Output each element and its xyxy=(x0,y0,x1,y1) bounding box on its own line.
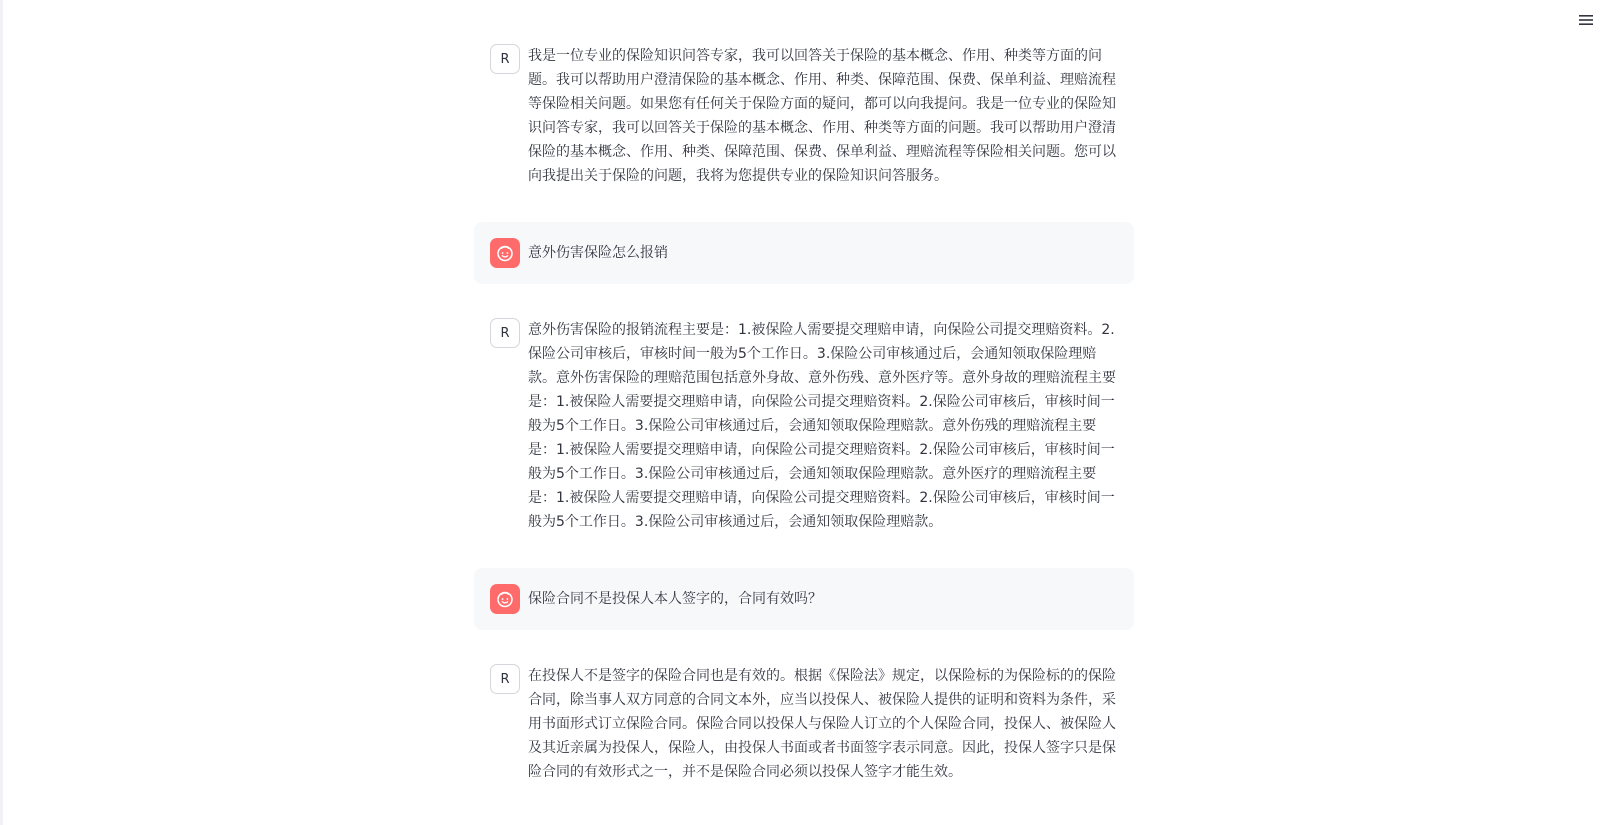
assistant-avatar: R xyxy=(490,318,520,348)
message-text: 保险合同不是投保人本人签字的，合同有效吗？ xyxy=(528,591,822,607)
smiling-face-icon xyxy=(495,243,515,263)
assistant-avatar: R xyxy=(490,664,520,694)
user-avatar xyxy=(490,584,520,614)
assistant-message xyxy=(474,660,1134,788)
user-avatar xyxy=(490,238,520,268)
assistant-message xyxy=(474,314,1134,538)
smiling-face-icon xyxy=(495,589,515,609)
message-text: 意外伤害保险怎么报销 xyxy=(528,245,668,261)
user-message xyxy=(474,222,1134,284)
message-text: 我是一位专业的保险知识问答专家，我可以回答关于保险的基本概念、作用、种类等方面的问题。我可以帮助用户澄清保险的基本概念、作用、种类、保障范围、保费、保单利益、理赔流程等保险相关问题。如果您有任何关于保险方面的疑问，都可以向我提问。我是一位专业的保险知识问答专家，我可以回答关于保险的基本概念、作用、种类等方面的问题。我可以帮助用户澄清保险的基本概念、作用、种类、保障范围、保费、保单利益、理赔流程等保险相关问题。您可以向我提出关于保险的问题，我将为您提供专业的保险知识问答服务。 xyxy=(528,48,1116,184)
assistant-message xyxy=(474,40,1134,192)
hamburger-menu-icon xyxy=(1576,10,1596,30)
chat-container xyxy=(474,40,1134,818)
left-edge-divider xyxy=(0,0,3,825)
message-text: 在投保人不是签字的保险合同也是有效的。根据《保险法》规定，以保险标的为保险标的的保险合同，除当事人双方同意的合同文本外，应当以投保人、被保险人提供的证明和资料为条件，采用书面形式订立保险合同。保险合同以投保人与保险人订立的个人保险合同，投保人、被保险人及其近亲属为投保人，保险人，由投保人书面或者书面签字表示同意。因此，投保人签字只是保险合同的有效形式之一，并不是保险合同必须以投保人签字才能生效。 xyxy=(528,668,1116,780)
user-message xyxy=(474,568,1134,630)
main-menu-button[interactable] xyxy=(1576,10,1596,30)
message-text: 意外伤害保险的报销流程主要是：1.被保险人需要提交理赔申请，向保险公司提交理赔资料。2.保险公司审核后，审核时间一般为5个工作日。3.保险公司审核通过后，会通知领取保险理赔款。意外伤害保险的理赔范围包括意外身故、意外伤残、意外医疗等。意外身故的理赔流程主要是：1.被保险人需要提交理赔申请，向保险公司提交理赔资料。2.保险公司审核后，审核时间一般为5个工作日。3.保险公司审核通过后，会通知领取保险理赔款。意外伤残的理赔流程主要是：1.被保险人需要提交理赔申请，向保险公司提交理赔资料。2.保险公司审核后，审核时间一般为5个工作日。3.保险公司审核通过后，会通知领取保险理赔款。意外医疗的理赔流程主要是：1.被保险人需要提交理赔申请，向保险公司提交理赔资料。2.保险公司审核后，审核时间一般为5个工作日。3.保险公司审核通过后，会通知领取保险理赔款。 xyxy=(528,322,1116,530)
assistant-avatar: R xyxy=(490,44,520,74)
